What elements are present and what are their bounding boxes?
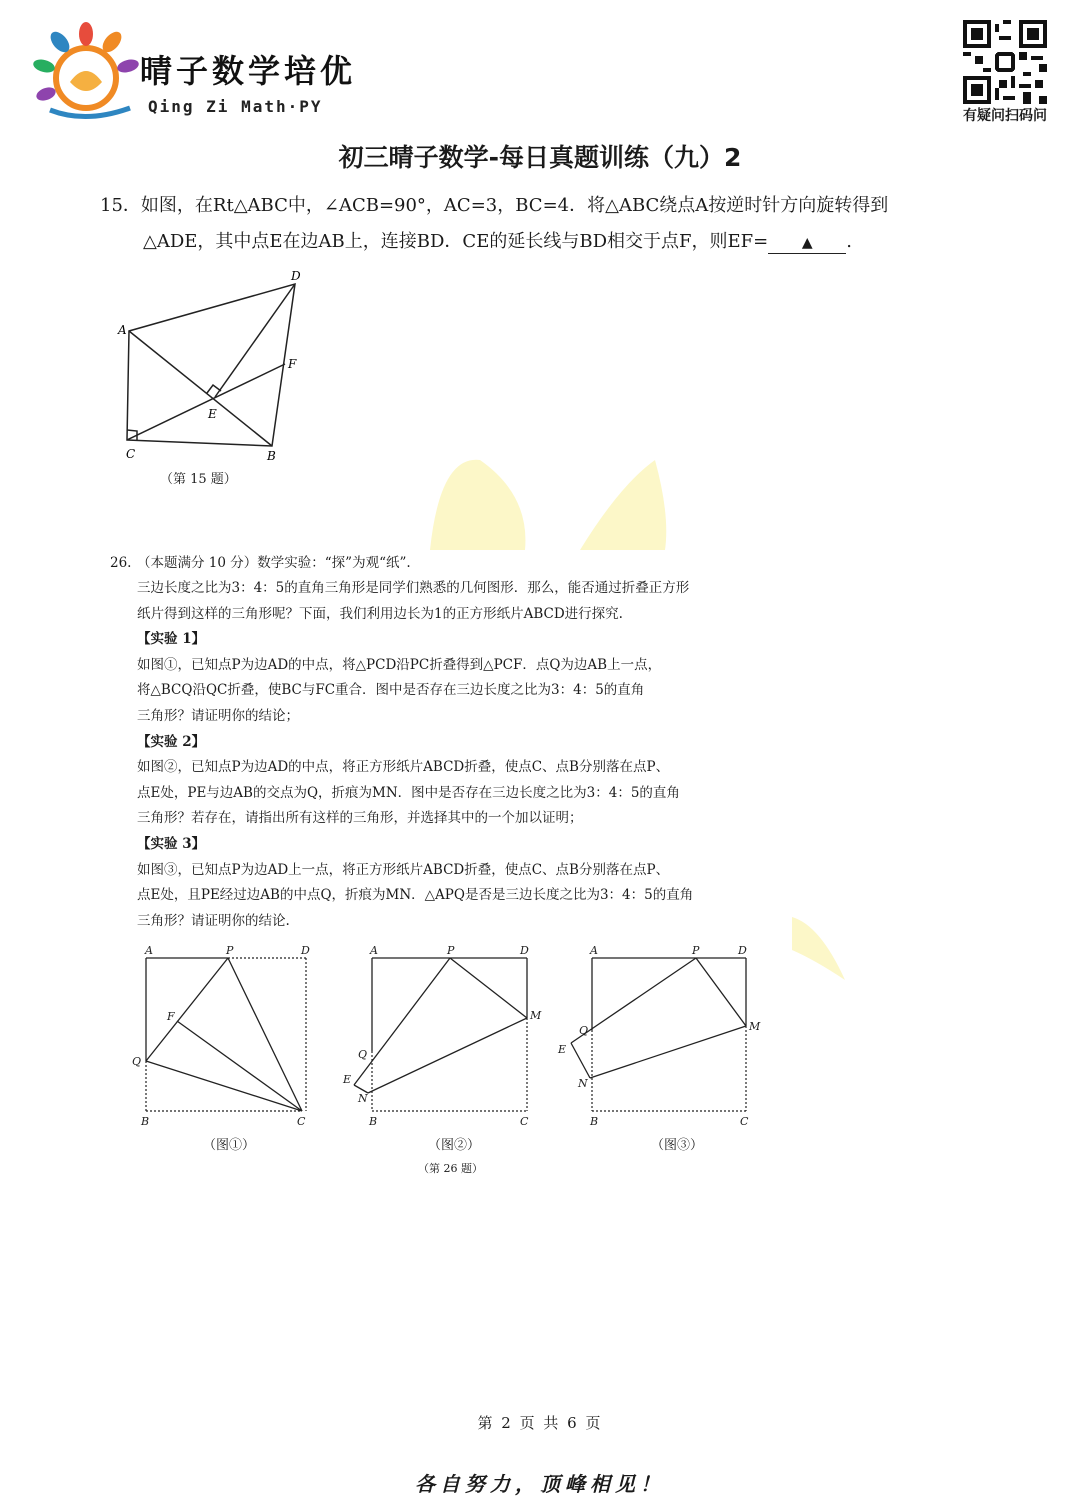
fig1-label-Q: Q <box>132 1055 142 1068</box>
qr-label: 有疑问扫码问 <box>963 108 1047 124</box>
q26-number: 26. <box>110 555 132 571</box>
fig1-label-B: B <box>141 1115 150 1128</box>
fig3-label-A: A <box>590 944 598 957</box>
qr-code[interactable] <box>963 20 1047 104</box>
brand-name: 晴子数学培优 <box>140 52 357 90</box>
fig2-label-Q: Q <box>358 1048 368 1061</box>
q26-line: 点E处，且PE经过边AB的中点Q，折痕为MN．△APQ是否是三边长度之比为3：4：5的直角 <box>137 887 694 903</box>
q26-line: 点E处，PE与边AB的交点为Q，折痕为MN．图中是否存在三边长度之比为3：4：5的直角 <box>137 785 680 801</box>
fig1-label-P: P <box>226 944 234 957</box>
fig1-label-A: A <box>145 944 153 957</box>
logo <box>30 20 142 124</box>
q15-text-line1: 15．如图，在Rt△ABC中，∠ACB=90°，AC=3，BC=4．将△ABC绕点A按逆时针方向旋转得到 <box>100 195 889 216</box>
q26-line: 将△BCQ沿QC折叠，使BC与FC重合．图中是否存在三边长度之比为3：4：5的直角 <box>137 682 645 698</box>
fig3-label-C: C <box>740 1115 749 1128</box>
label-B: B <box>267 449 276 463</box>
experiment-2-heading: 【实验 2】 <box>137 734 206 750</box>
q26-line: 三角形？请证明你的结论. <box>137 913 290 929</box>
figure-3 <box>557 944 761 1128</box>
label-E: E <box>208 407 217 421</box>
figure-1 <box>132 944 310 1128</box>
fig2-label-C: C <box>520 1115 529 1128</box>
fig2-label-B: B <box>369 1115 378 1128</box>
q15-text-line2 <box>143 224 852 260</box>
q15-period: . <box>846 231 852 252</box>
fig3-label-B: B <box>590 1115 599 1128</box>
experiment-1-heading: 【实验 1】 <box>137 631 206 647</box>
fig2-caption: （图②） <box>428 1138 481 1153</box>
figure-2 <box>342 944 542 1128</box>
q26-line: 如图③，已知点P为边AD上一点，将正方形纸片ABCD折叠，使点C、点B分别落在点P、 <box>137 862 670 878</box>
fig2-label-M: M <box>530 1009 542 1022</box>
fig2-label-E: E <box>343 1073 352 1086</box>
fig3-label-M: M <box>749 1020 761 1033</box>
fig3-label-N: N <box>578 1077 588 1090</box>
q15-caption: （第 15 题） <box>160 472 237 487</box>
brand-subtitle: Qing Zi Math·PY <box>148 97 323 116</box>
label-D: D <box>291 269 301 283</box>
q26-line: （本题满分 10 分）数学实验：“探”为观“纸”. <box>137 555 411 571</box>
fig1-caption: （图①） <box>203 1138 256 1153</box>
q26-line: 如图①，已知点P为边AD的中点，将△PCD沿PC折叠得到△PCF．点Q为边AB上一点， <box>137 657 662 673</box>
q26-line: 如图②，已知点P为边AD的中点，将正方形纸片ABCD折叠，使点C、点B分别落在点P、 <box>137 759 670 775</box>
experiment-3-heading: 【实验 3】 <box>137 836 206 852</box>
fig2-label-P: P <box>447 944 455 957</box>
fig3-caption: （图③） <box>651 1138 704 1153</box>
fig1-label-C: C <box>297 1115 306 1128</box>
fig3-label-D: D <box>738 944 747 957</box>
q26-line: 纸片得到这样的三角形呢？下面，我们利用边长为1的正方形纸片ABCD进行探究. <box>137 606 623 622</box>
q26-line: 三边长度之比为3：4：5的直角三角形是同学们熟悉的几何图形．那么，能否通过折叠正方形 <box>137 580 690 596</box>
q26-caption: （第 26 题） <box>418 1162 483 1175</box>
fig1-label-F: F <box>167 1010 175 1023</box>
fig3-label-P: P <box>692 944 700 957</box>
fig1-label-D: D <box>301 944 310 957</box>
page-title: 初三晴子数学-每日真题训练（九）2 <box>338 143 742 172</box>
q26-line: 三角形？请证明你的结论； <box>137 708 299 724</box>
fig2-label-D: D <box>520 944 529 957</box>
q15-text: △ADE，其中点E在边AB上，连接BD．CE的延长线与BD相交于点F，则EF= <box>143 231 769 252</box>
label-A: A <box>118 323 127 337</box>
fig3-label-E: E <box>558 1043 567 1056</box>
fig2-label-N: N <box>358 1092 368 1105</box>
figure-q15 <box>110 262 320 467</box>
figures-q26 <box>120 940 770 1130</box>
fig3-label-Q: Q <box>579 1024 589 1037</box>
answer-blank: ▲ <box>768 233 846 254</box>
label-C: C <box>126 447 136 461</box>
fig2-label-A: A <box>370 944 378 957</box>
page-number: 第 2 页 共 6 页 <box>477 1414 603 1432</box>
q26-line: 三角形？若存在，请指出所有这样的三角形，并选择其中的一个加以证明； <box>137 810 583 826</box>
label-F: F <box>288 357 297 371</box>
footer-slogan: 各自努力，顶峰相见！ <box>415 1472 665 1496</box>
